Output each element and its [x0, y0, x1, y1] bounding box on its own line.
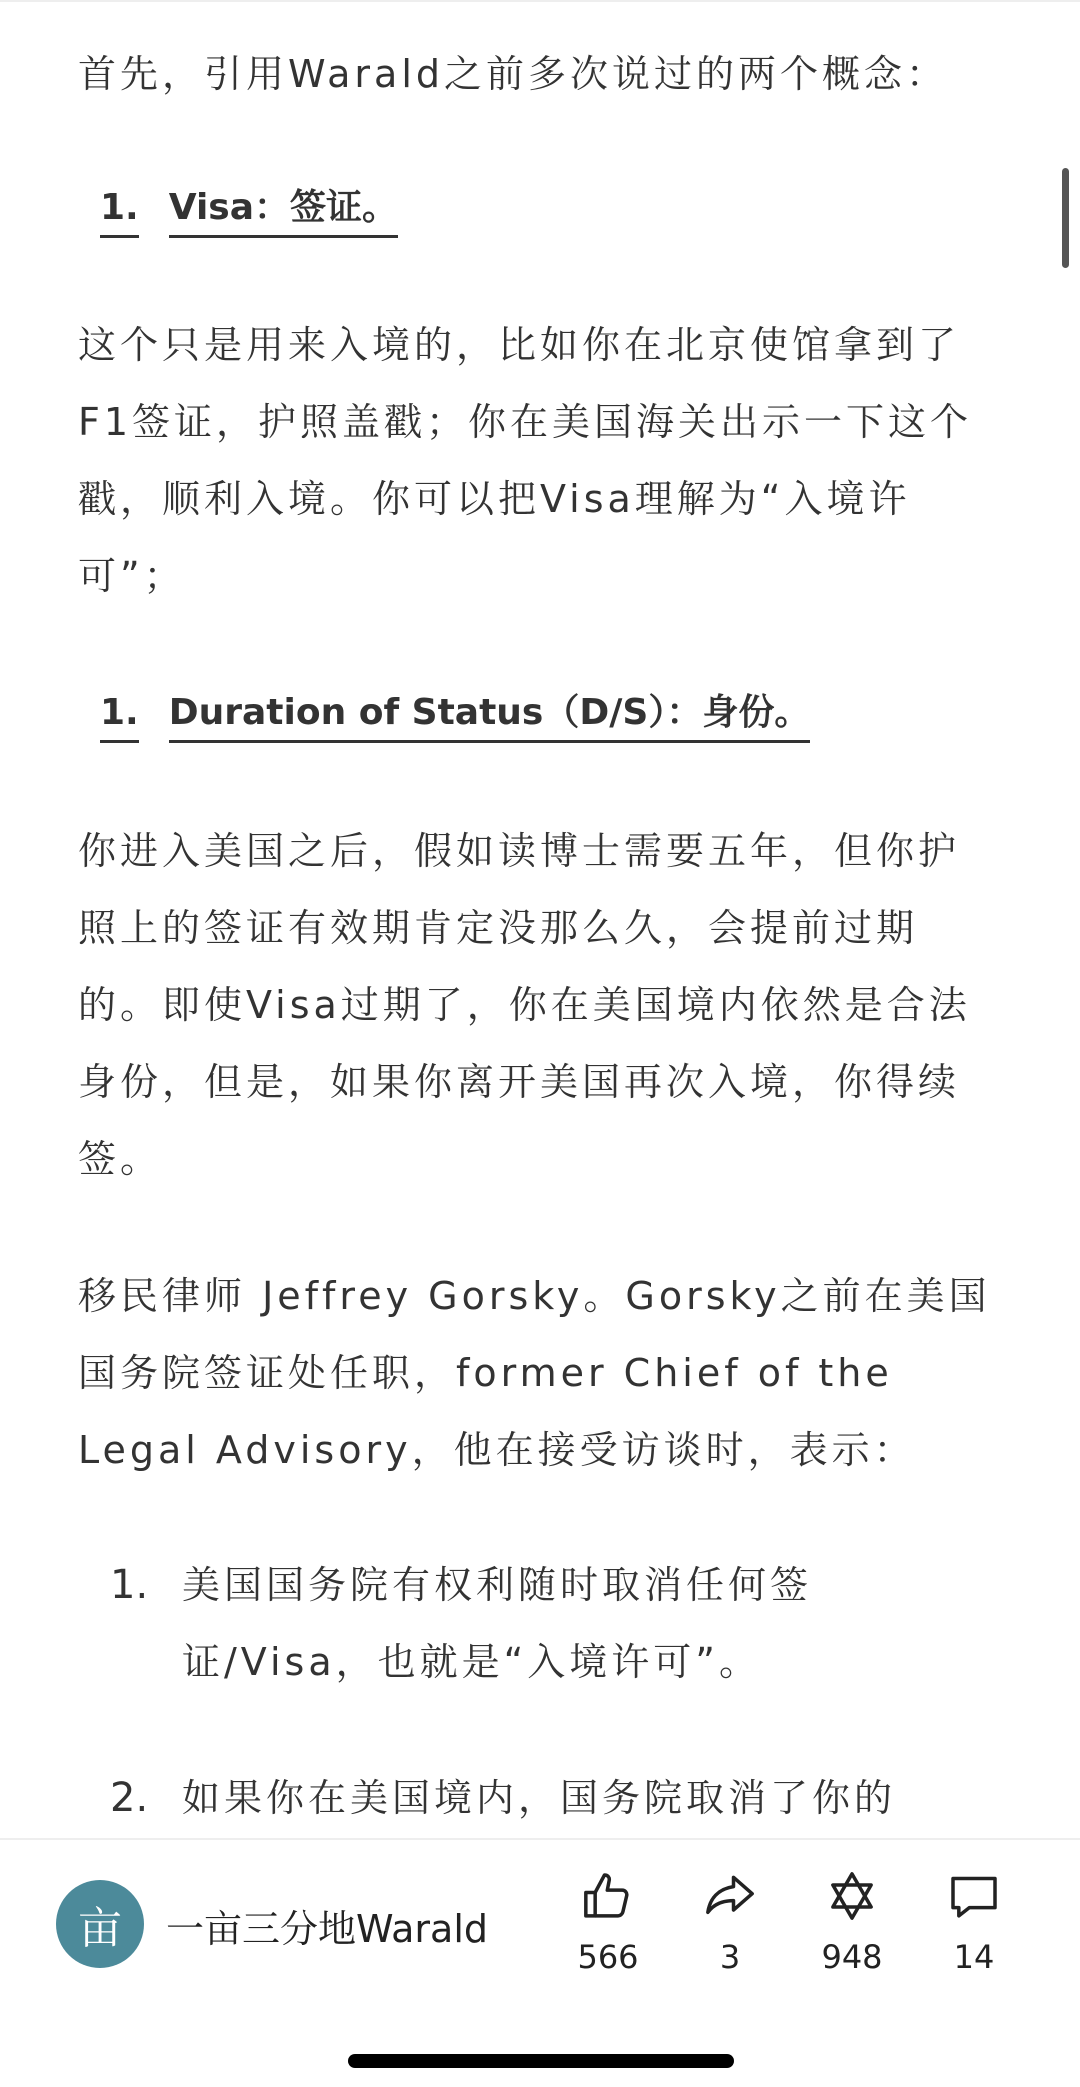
list-item: [110, 1760, 970, 1837]
heading-text: Duration of Status（D/S）：身份。: [169, 688, 811, 743]
share-count: 3: [719, 1938, 741, 1976]
like-button[interactable]: [558, 1868, 658, 1976]
section-heading-visa: [100, 183, 398, 238]
heading-number: 1.: [100, 688, 139, 743]
comment-count: 14: [953, 1938, 995, 1976]
list-number: 1.: [110, 1562, 149, 1608]
share-icon: [702, 1868, 758, 1924]
list-text: 美国国务院有权利随时取消任何签证/Visa，也就是“入境许可”。: [182, 1563, 813, 1684]
comment-icon: [946, 1868, 1002, 1924]
intro-paragraph: 首先，引用Warald之前多次说过的两个概念：: [78, 52, 949, 96]
bottom-action-bar: [0, 1838, 1080, 2087]
favorite-button[interactable]: [802, 1868, 902, 1976]
share-button[interactable]: [680, 1868, 780, 1976]
list-number: 2.: [110, 1775, 149, 1821]
list-text: 如果你在美国境内，国务院取消了你的: [182, 1776, 897, 1820]
lawyer-paragraph: 移民律师 Jeffrey Gorsky。Gorsky之前在美国国务院签证处任职，former Chief of the Legal Advisory，他在接受访谈时，表示：: [78, 1274, 991, 1472]
thumbs-up-icon: [580, 1868, 636, 1924]
favorite-count: 948: [821, 1938, 883, 1976]
heading-number: 1.: [100, 183, 139, 238]
avatar[interactable]: 亩: [56, 1880, 144, 1968]
comment-button[interactable]: [924, 1868, 1024, 1976]
list-item: [110, 1547, 970, 1701]
scrollbar[interactable]: [1062, 168, 1069, 268]
status-paragraph: 你进入美国之后，假如读博士需要五年，但你护照上的签证有效期肯定没那么久，会提前过期的。即使Visa过期了，你在美国境内依然是合法身份，但是，如果你离开美国再次入境，你得续签。: [78, 829, 971, 1181]
author-name[interactable]: 一亩三分地Warald: [166, 1907, 489, 1951]
heading-text: Visa：签证。: [169, 183, 398, 238]
home-indicator[interactable]: [348, 2054, 734, 2068]
visa-paragraph: 这个只是用来入境的，比如你在北京使馆拿到了F1签证，护照盖戳；你在美国海关出示一下这个戳，顺利入境。你可以把Visa理解为“入境许可”；: [78, 323, 973, 598]
section-heading-status: [100, 688, 810, 743]
star-of-david-icon: [824, 1868, 880, 1924]
like-count: 566: [577, 1938, 639, 1976]
